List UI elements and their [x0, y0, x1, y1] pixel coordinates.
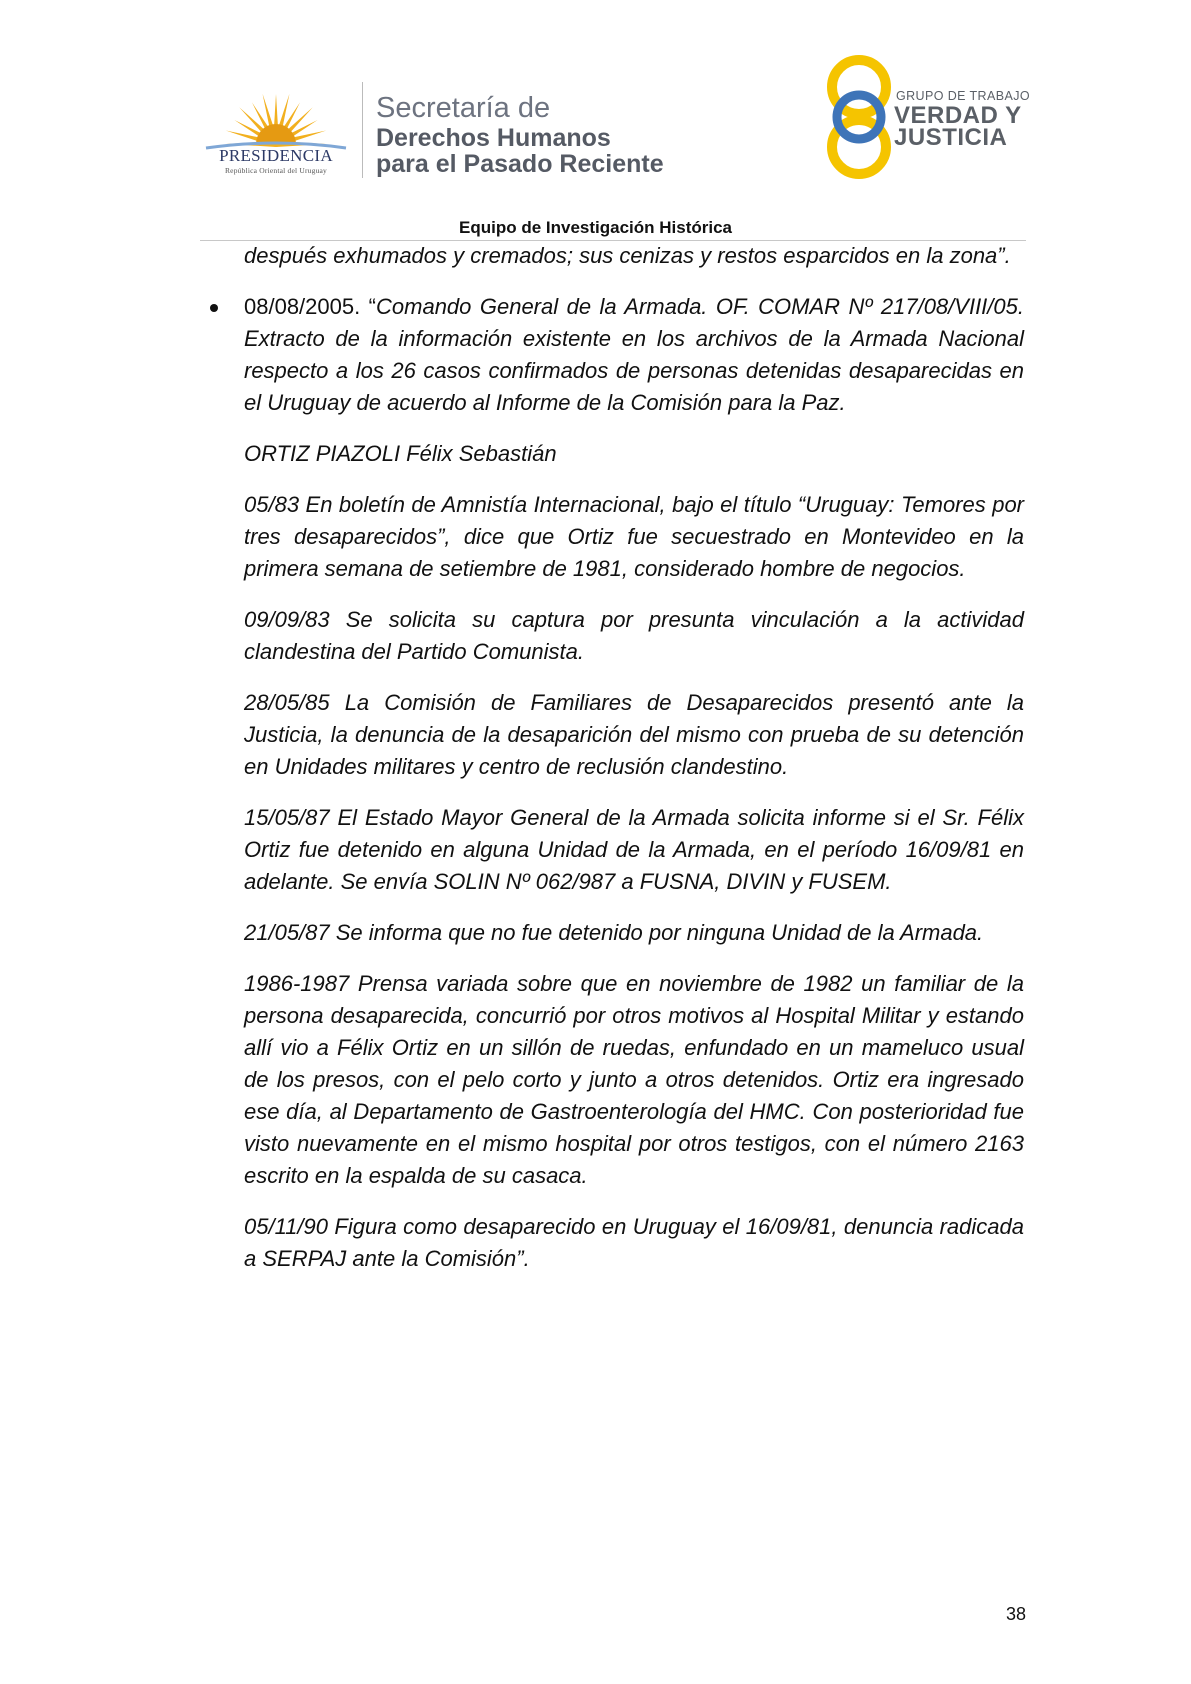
page-number: 38 [1006, 1604, 1027, 1624]
bullet-dot-icon [210, 304, 218, 312]
secretaria-line-1: Secretaría de [376, 92, 551, 124]
secretaria-line-3: para el Pasado Reciente [376, 150, 664, 178]
entry-paragraph: 09/09/83 Se solicita su captura por presunta vinculación a la actividad clandestina del Partido Comunista. [244, 607, 1024, 664]
presidencia-name: PRESIDENCIA [219, 146, 333, 165]
entry-paragraph: 05/11/90 Figura como desaparecido en Uruguay el 16/09/81, denuncia radicada a SERPAJ ante la Comisión”. [244, 1214, 1024, 1271]
bullet-date: 08/08/2005. “ [244, 294, 377, 319]
grupo-de-trabajo-label: GRUPO DE TRABAJO [896, 89, 1030, 103]
verdad-justicia-rings-logo-icon [818, 54, 900, 180]
entry-paragraph: 1986-1987 Prensa variada sobre que en noviembre de 1982 un familiar de la persona desaparecida, concurrió por otros motivos al Hospital Militar y estando allí vio a Félix Ortiz en un sillón de ruedas, enfundado en un mameluco usual de los presos, con el pelo corto y junto a otros detenidos. Ortiz era ingresado ese día, al Departamento de Gastroenterología del HMC. Con posterioridad fue visto nuevamente en el mismo hospital por otros testigos, con el número 2163 escrito en la espalda de su casaca. [244, 971, 1024, 1188]
person-name: ORTIZ PIAZOLI Félix Sebastián [244, 441, 557, 466]
entry-paragraph: 15/05/87 El Estado Mayor General de la Armada solicita informe si el Sr. Félix Ortiz fue detenido en alguna Unidad de la Armada, en el período 16/09/81 en adelante. Se envía SOLIN Nº 062/987 a FUSNA, DIVIN y FUSEM. [244, 805, 1024, 894]
justicia-label: JUSTICIA [894, 124, 1008, 151]
presidencia-subtitle: República Oriental del Uruguay [224, 166, 327, 175]
continued-paragraph: después exhumados y cremados; sus cenizas y restos esparcidos en la zona”. [244, 243, 1011, 268]
entry-paragraph: 28/05/85 La Comisión de Familiares de Desaparecidos presentó ante la Justicia, la denuncia de la desaparición del mismo con prueba de su detención en Unidades militares y centro de reclusión clandestino. [244, 690, 1024, 779]
page-header [0, 0, 1191, 240]
verdad-y-label: VERDAD Y [894, 102, 1022, 129]
bullet-text: Comando General de la Armada. OF. COMAR Nº 217/08/VIII/05. Extracto de la información existente en los archivos de la Armada Nacional respecto a los 26 casos confirmados de personas detenidas desaparecidas en el Uruguay de acuerdo al Informe de la Comisión para la Paz. [244, 294, 1024, 415]
team-title: Equipo de Investigación Histórica [459, 218, 732, 237]
secretaria-line-2: Derechos Humanos [376, 124, 611, 152]
entry-paragraph: 21/05/87 Se informa que no fue detenido por ninguna Unidad de la Armada. [244, 920, 984, 945]
logo-divider [362, 82, 363, 178]
document-body [244, 240, 1024, 1294]
bullet-item [244, 291, 1024, 419]
entry-paragraph: 05/83 En boletín de Amnistía Internacional, bajo el título “Uruguay: Temores por tres desaparecidos”, dice que Ortiz fue secuestrado en Montevideo en la primera semana de setiembre de 1981, considerado hombre de negocios. [244, 492, 1024, 581]
